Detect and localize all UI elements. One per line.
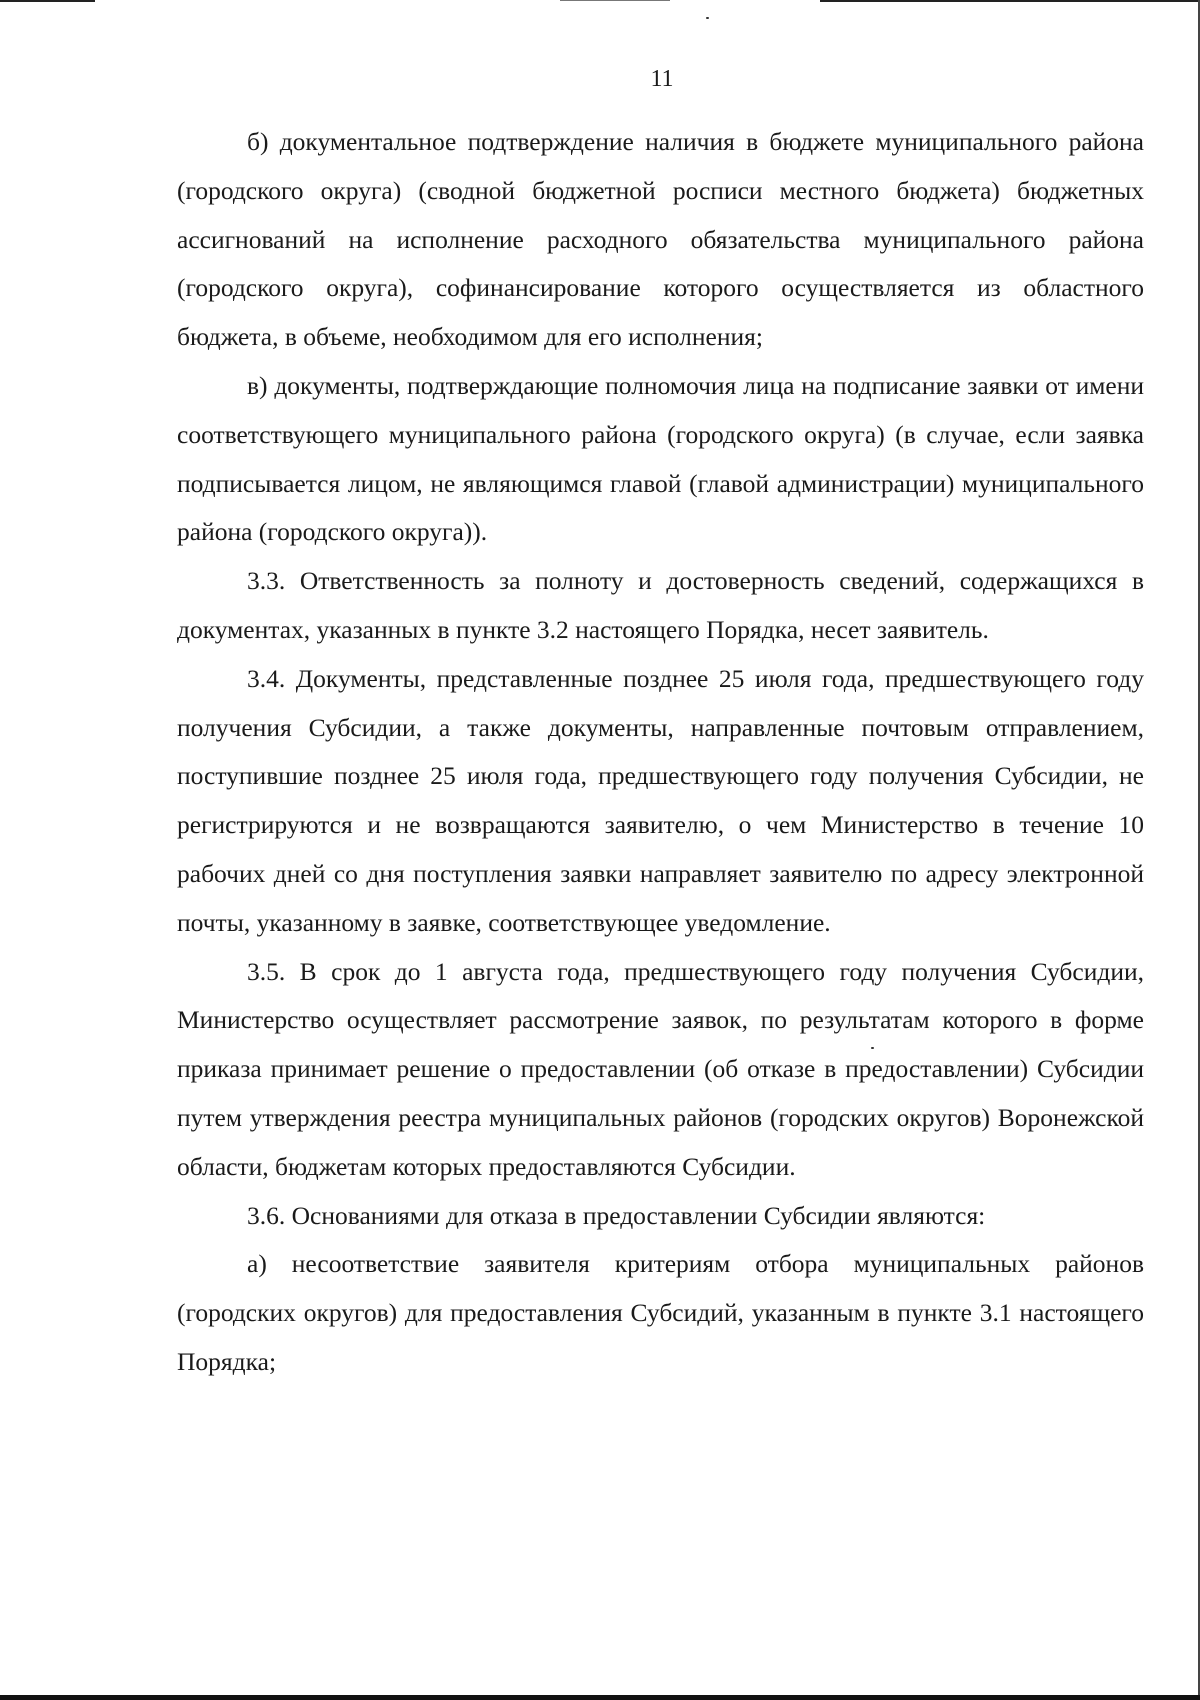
paragraph-a-criteria-mismatch: а) несоответствие заявителя критериям отбора муниципальных районов (городских округов) для предоставления Субсидий, указанным в пункте 3.1 настоящего Порядка;	[177, 1249, 1144, 1376]
paragraph-3-5-review-deadline: 3.5. В срок до 1 августа года, предшествующего году получения Субсидии, Министерство осуществляет рассмотрение заявок, по результатам которого в форме приказа принимает решение о предоставлении (об отказе в предоставлении) Субсидии путем утверждения реестра муниципальных районов (городских округов) Воронежской области, бюджетам которых предоставляются Субсидии.	[177, 956, 1144, 1181]
scan-edge-top-middle	[560, 0, 670, 1]
scan-speck	[706, 17, 709, 19]
scan-edge-top-right	[820, 0, 1200, 2]
document-body	[177, 118, 1144, 1387]
paragraph-3-6-refusal-grounds: 3.6. Основаниями для отказа в предоставлении Субсидии являются:	[247, 1200, 986, 1230]
paragraph-3-3-responsibility: 3.3. Ответственность за полноту и достоверность сведений, содержащихся в документах, указанных в пункте 3.2 настоящего Порядка, несет заявитель.	[177, 566, 1144, 644]
paragraph-v-authority-documents: в) документы, подтверждающие полномочия лица на подписание заявки от имени соответствующего муниципального района (городского округа) (в случае, если заявка подписывается лицом, не являющимся главой (главой администрации) муниципального района (городского округа)).	[177, 370, 1144, 547]
page-number: 11	[650, 66, 674, 92]
paragraph-3-4-late-documents: 3.4. Документы, представленные позднее 25 июля года, предшествующего году получения Субсидии, а также документы, направленные почтовым отправлением, поступившие позднее 25 июля года, предшествующего году получения Субсидии, не регистрируются и не возвращаются заявителю, о чем Министерство в течение 10 рабочих дней со дня поступления заявки направляет заявителю по адресу электронной почты, указанному в заявке, соответствующее уведомление.	[177, 663, 1144, 937]
scan-edge-top-left	[0, 0, 95, 2]
scan-edge-bottom	[0, 1695, 1200, 1700]
paragraph-b-budget-confirmation: б) документальное подтверждение наличия в бюджете муниципального района (городского округа) (сводной бюджетной росписи местного бюджета) бюджетных ассигнований на исполнение расходного обязательства муниципального района (городского округа), софинансирование которого осуществляется из областного бюджета, в объеме, необходимом для его исполнения;	[177, 127, 1144, 352]
